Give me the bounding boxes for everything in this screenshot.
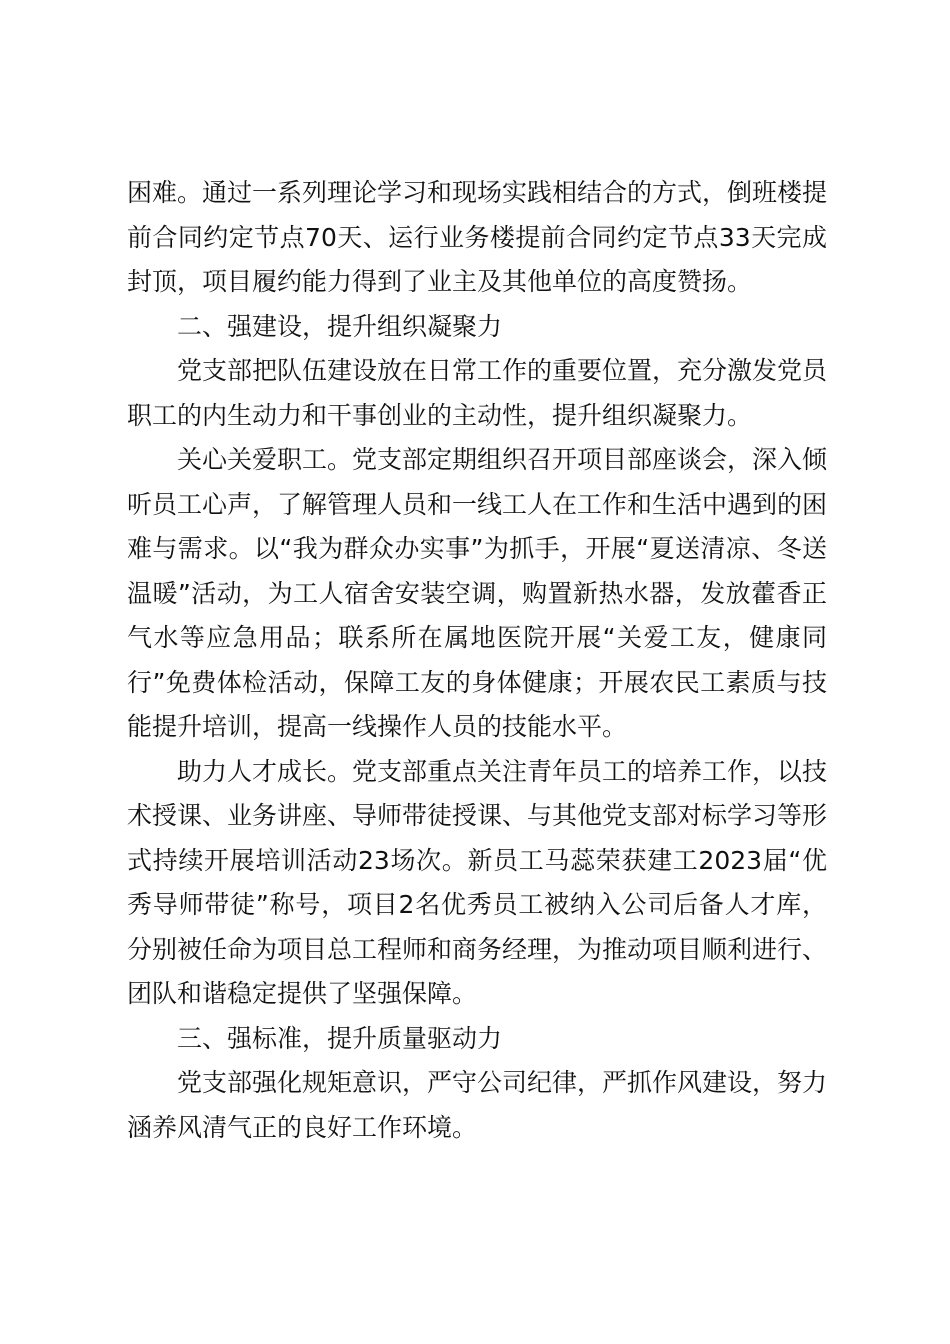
paragraph-team-building: 党支部把队伍建设放在日常工作的重要位置，充分激发党员职工的内生动力和干事创业的主动性，提升组织凝聚力。 [127, 356, 828, 430]
section-heading-3: 三、强标准，提升质量驱动力 [177, 1023, 503, 1053]
paragraph-talent-growth: 助力人才成长。党支部重点关注青年员工的培养工作，以技术授课、业务讲座、导师带徒授课、与其他党支部对标学习等形式持续开展培训活动23场次。新员工马蕊荣获建工2023届“优秀导师带徒”称号，项目2名优秀员工被纳入公司后备人才库，分别被任命为项目总工程师和商务经理，为推动项目顺利进行、团队和谐稳定提供了坚强保障。 [127, 756, 828, 1008]
paragraph-continuation: 困难。通过一系列理论学习和现场实践相结合的方式，倒班楼提前合同约定节点70天、运行业务楼提前合同约定节点33天完成封顶，项目履约能力得到了业主及其他单位的高度赞扬。 [127, 178, 828, 296]
section-heading-2: 二、强建设，提升组织凝聚力 [177, 311, 503, 341]
paragraph-discipline: 党支部强化规矩意识，严守公司纪律，严抓作风建设，努力涵养风清气正的良好工作环境。 [127, 1068, 828, 1142]
paragraph-care-for-staff: 关心关爱职工。党支部定期组织召开项目部座谈会，深入倾听员工心声，了解管理人员和一线工人在工作和生活中遇到的困难与需求。以“我为群众办实事”为抓手，开展“夏送清凉、冬送温暖”活动，为工人宿舍安装空调，购置新热水器，发放藿香正气水等应急用品；联系所在属地医院开展“关爱工友，健康同行”免费体检活动，保障工友的身体健康；开展农民工素质与技能提升培训，提高一线操作人员的技能水平。 [127, 445, 828, 741]
document-body [127, 171, 827, 1150]
